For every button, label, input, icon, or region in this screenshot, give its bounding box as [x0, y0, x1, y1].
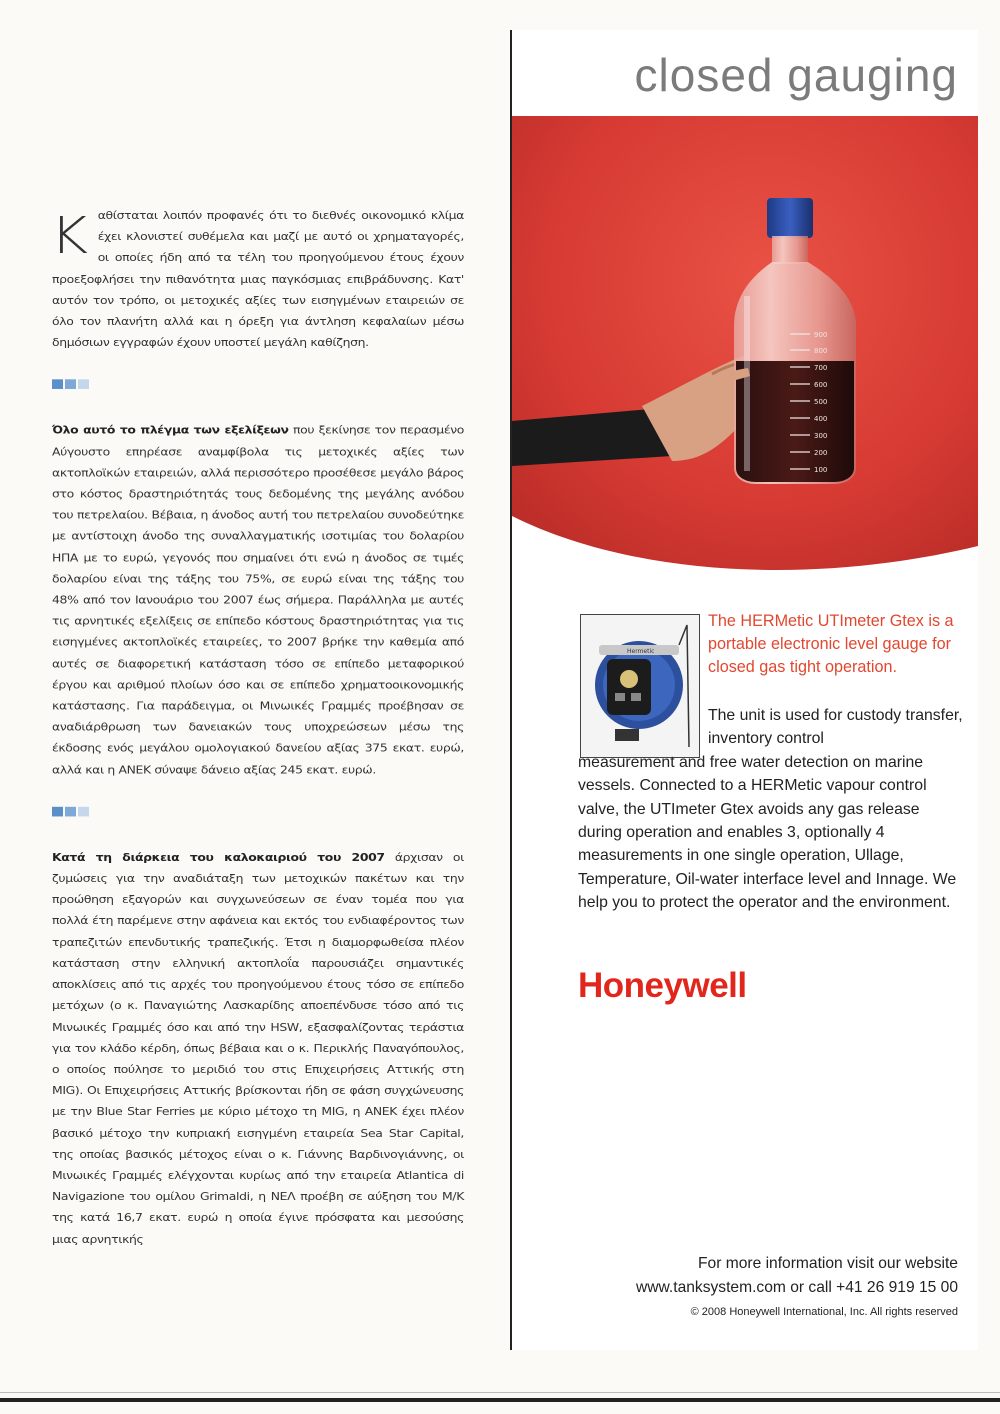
divider-square [78, 380, 89, 390]
bottle-mark: 900 [814, 331, 828, 339]
advertisement-panel [510, 30, 978, 1350]
bottle-liquid [736, 361, 854, 482]
page-edge [0, 1398, 1000, 1402]
bottle-mark: 200 [814, 449, 828, 457]
paragraph-3-text: άρχισαν οι ζυμώσεις για την αναδιάταξη των μετοχικών πακέτων και την προώθηση εξαγορών και συγχωνεύσεων σε έναν τομέα που για πολλά έτη παρέμενε στην αφάνεια και εκτός του ενδιαφέροντος των τραπεζιτών επενδυτικής τραπεζικής. Έτσι η διαμορφωθείσα πλέον κατάσταση στην ελληνική ακτοπλοΐα παρουσιάζει σημαντικές αποκλίσεις από τις αρχές του προηγούμενου έτους τόσο σε επίπεδο μετόχων (ο κ. Παναγιώτης Λασκαρίδης αποεπένδυσε τόσο από τις Μινωικές Γραμμές όσο και από την HSW, εξασφαλίζοντας τεράστια για τον κλάδο κέρδη, όπως βέβαια και ο κ. Περικλής Παναγόπουλος, ο οποίος πούλησε το μεριδιό του στις Επιχειρήσεις Αττικής στη MIG). Οι Επιχειρήσεις Αττικής βρίσκονται ήδη σε φάση συγχώνευσης με την Blue Star Ferries με κύριο μέτοχο τη MIG, η ΑΝΕΚ έχει πλέον βασικό μέτοχο την κυπριακή εισηγμένη εταιρεία Sea Star Capital, της οποίας βασικός μέτοχος είναι ο κ. Γιάννης Βαρδινογιάννης, οι Μινωικές Γραμμές ελέγχονται κυρίως από την εταιρεία Atlantica di Navigazione του ομίλου Grimaldi, η ΝΕΛ προέβη σε αύξηση του Μ/Κ της κατά 16,7 εκατ. ευρώ η οποία έγινε πρόσφατα και μεσούσης μιας αρνητικής [52, 850, 464, 1246]
section-divider [52, 807, 464, 818]
drop-cap: Κ [50, 205, 88, 266]
bottle-mark: 700 [814, 364, 828, 372]
ad-lead-text: The HERMetic UTImeter Gtex is a portable electronic level gauge for closed gas tight operation. [708, 612, 954, 676]
article-paragraph-2 [52, 420, 464, 780]
divider-square [65, 380, 76, 390]
paragraph-3-lead: Κατά τη διάρκεια του καλοκαιριού του 2007 [52, 850, 385, 864]
bottle-mark: 100 [814, 466, 828, 474]
ad-contact [636, 1252, 958, 1300]
ad-body-first: The unit is used for custody transfer, inventory control [708, 707, 963, 748]
bottle-mark: 600 [814, 381, 828, 389]
device-label: Hermetic [627, 648, 655, 655]
contact-line-1: For more information visit our website [698, 1255, 958, 1272]
ad-copyright: © 2008 Honeywell International, Inc. All rights reserved [690, 1306, 958, 1318]
article-paragraph-3 [52, 847, 464, 1250]
bottle-mark: 800 [814, 347, 828, 355]
divider-square [52, 380, 63, 390]
article-paragraph-1 [52, 205, 464, 353]
paragraph-2-text: που ξεκίνησε τον περασμένο Αύγουστο επηρέασε αναμφίβολα τις μετοχικές αξίες των ακτοπλοϊκών εταιρειών, αλλά περισσότερο προσέθεσε μεγάλο βάρος στο κόστος δραστηριότητάς τους δεδομένης της μεγάλης ανόδου του πετρελαίου. Βέβαια, η άνοδος αυτή του πετρελαίου συνοδεύτηκε με αντίστοιχη άνοδο της συναλλαγματικής ισοτιμίας του δολαρίου ΗΠΑ με το ευρώ, γεγονός που σημαίνει ότι ενώ η άνοδος σε τιμές δολαρίου είναι της τάξης του 75%, σε ευρώ είναι της τάξης του 48% από τον Ιανουάριο του 2007 έως σήμερα. Παράλληλα με αυτές τις αρνητικές εξελίξεις σε επίπεδο κόστους δραστηριότητας για τις εισηγμένες ακτοπλοϊκές εταιρείες, το 2007 βρήκε την καθεμία από αυτές σε διαφορετική κατάσταση τόσο σε επίπεδο μεταφορικού έργου και αριθμού πλοίων όσο και σε επίπεδο χρηματοοικονομικής κατάστασης. Για παράδειγμα, οι Μινωικές Γραμμές προέβησαν σε αναδιάρθρωση των δανειακών τους υποχρεώσεων μέσω της έκδοσης ενός μεγάλου ομολογιακού δανείου αξίας 375 εκατ. ευρώ, αλλά και η ΑΝΕΚ σύναψε δάνειο αξίας 245 εκατ. ευρώ. [52, 423, 464, 776]
ad-title: closed gauging [634, 49, 958, 101]
bottle-mark: 300 [814, 432, 828, 440]
divider-square [78, 807, 89, 817]
article-column [52, 205, 464, 1250]
ad-body-rest: measurement and free water detection on marine vessels. Connected to a HERMetic vapour control valve, the UTImeter Gtex avoids any gas release during operation and enables 3, optionally 4 measurements in one single operation, Ullage, Temperature, Oil-water interface level and Innage. We help you to protect the operator and the environment. [578, 753, 957, 912]
divider-square [52, 807, 63, 817]
paragraph-2-lead: Όλο αυτό το πλέγμα των εξελίξεων [52, 423, 289, 437]
bottle-cap [767, 198, 813, 238]
divider-square [65, 807, 76, 817]
contact-line-2: www.tanksystem.com or call +41 26 919 15 00 [635, 1279, 958, 1296]
paragraph-1-text: αθίσταται λοιπόν προφανές ότι το διεθνές οικονομικό κλίμα έχει κλονιστεί συθέμελα και μαζί με αυτό οι χρηματαγορές, οι οποίες ήδη από τα τέλη του προηγούμενου έτους έχουν προεξοφλήσει την πιθανότητα μιας παγκόσμιας επιβράδυνσης. Κατ' αυτόν τον τρόπο, οι μετοχικές αξίες των εισηγμένων εταιρειών σε όλο τον πλανήτη αλλά και η όρεξη για άντληση κεφαλαίων μέσω δημόσιων εγγραφών έχουν υποστεί μεγάλη καθίζηση. [52, 208, 464, 349]
product-photo [512, 116, 978, 586]
bottle-mark: 400 [814, 415, 828, 423]
device-display [620, 670, 638, 688]
honeywell-logo: Honeywell [578, 966, 747, 1005]
page-edge-thin [0, 1392, 1000, 1393]
section-divider [52, 380, 464, 391]
bottle-mark: 500 [814, 398, 828, 406]
ad-body-text [578, 704, 964, 915]
